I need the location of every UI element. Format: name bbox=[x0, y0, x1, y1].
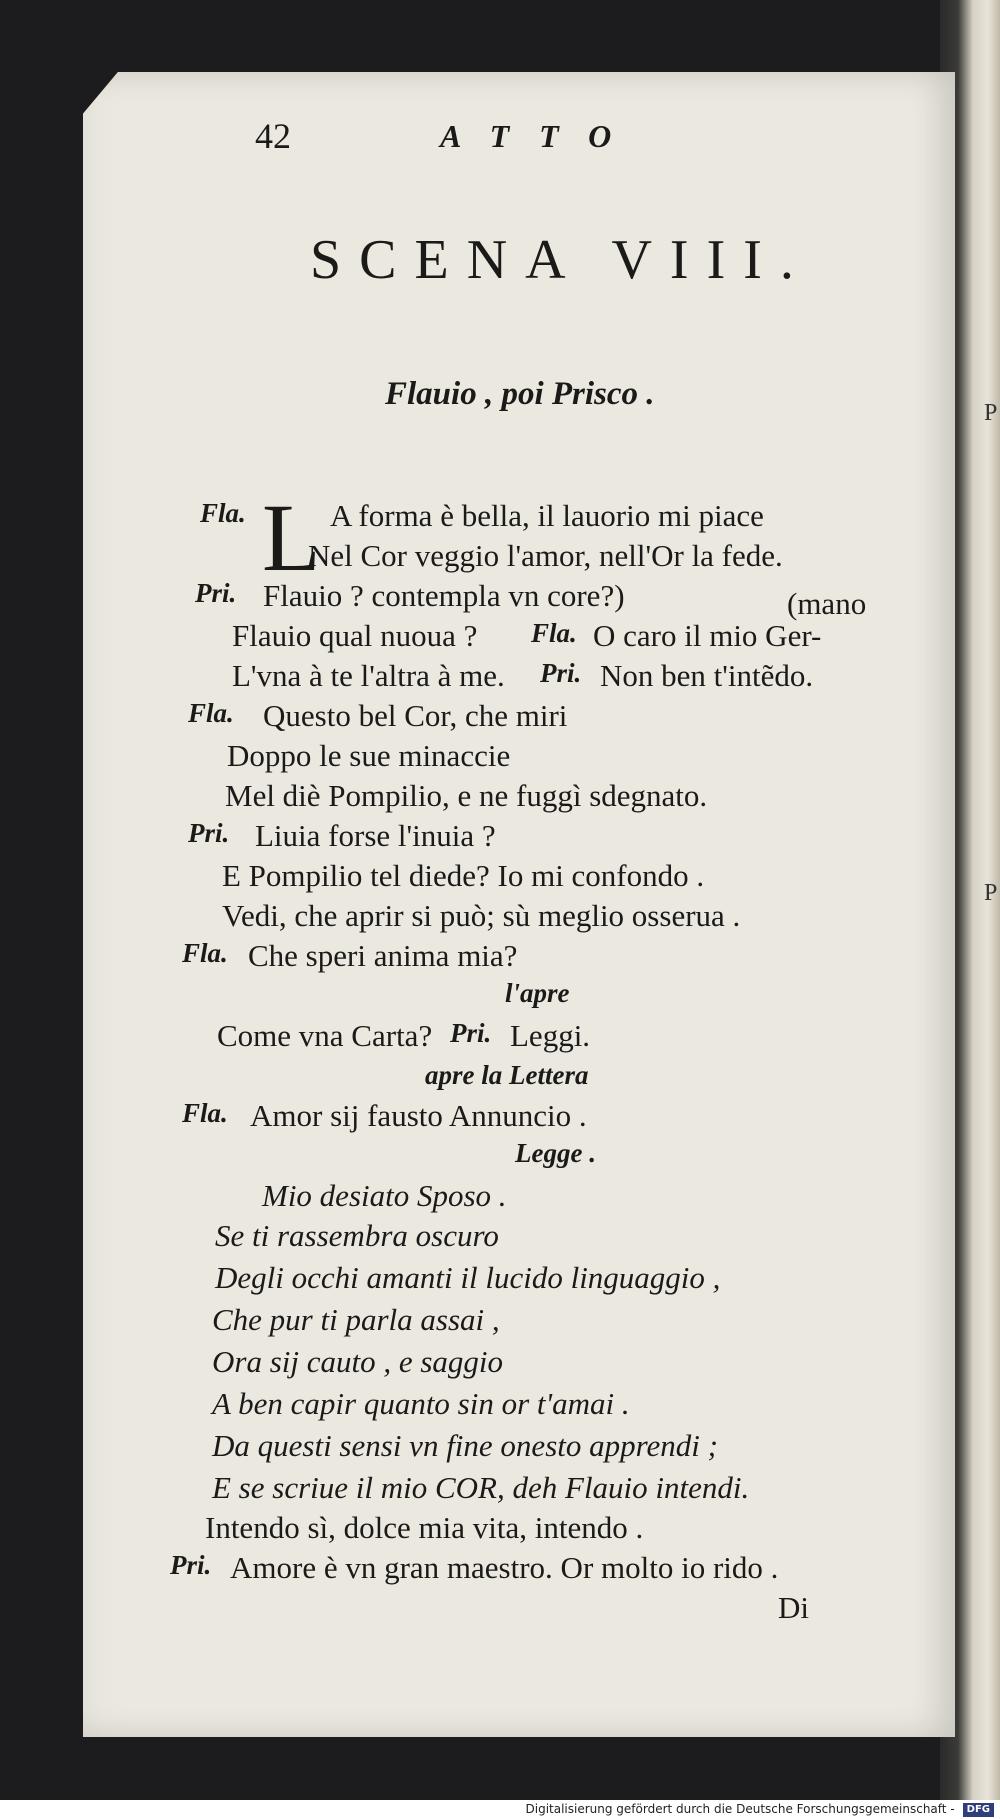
verse-line: E Pompilio tel diede? Io mi confondo . bbox=[222, 858, 705, 893]
verse-line: Vedi, che aprir si può; sù meglio osserua . bbox=[222, 898, 741, 933]
verse-line: Questo bel Cor, che miri bbox=[263, 698, 568, 733]
catchword: Di bbox=[778, 1590, 809, 1625]
speaker-label: Fla. bbox=[182, 938, 228, 968]
adjacent-page-letter: P bbox=[984, 880, 998, 906]
speaker-label: Fla. bbox=[200, 498, 246, 528]
dfg-logo: DFG bbox=[963, 1803, 994, 1817]
verse-line: Amore è vn gran maestro. Or molto io rido . bbox=[230, 1550, 779, 1585]
adjacent-page-letter: P bbox=[984, 400, 998, 426]
letter-line: Che pur ti parla assai , bbox=[212, 1302, 500, 1337]
footer-credit: Digitalisierung gefördert durch die Deutsche Forschungsgemeinschaft - bbox=[525, 1802, 955, 1816]
running-head: ATTO bbox=[440, 118, 642, 154]
speaker-label: Fla. bbox=[182, 1098, 228, 1128]
stage-direction: apre la Lettera bbox=[425, 1060, 589, 1090]
speaker-label: Pri. bbox=[188, 818, 230, 848]
speaker-label: Pri. bbox=[195, 578, 237, 608]
speaker-label: Fla. bbox=[188, 698, 234, 728]
verse-line: Non ben t'intẽdo. bbox=[600, 658, 814, 693]
verse-line: Liuia forse l'inuia ? bbox=[255, 818, 496, 853]
letter-line: Mio desiato Sposo . bbox=[262, 1178, 507, 1213]
verse-line: Flauio ? contempla vn core?) bbox=[263, 578, 625, 613]
letter-line: Ora sij cauto , e saggio bbox=[212, 1344, 504, 1379]
stage-direction: Legge . bbox=[515, 1138, 596, 1168]
stage-direction: l'apre bbox=[505, 978, 570, 1008]
speaker-label: Pri. bbox=[170, 1550, 212, 1580]
page-number: 42 bbox=[255, 116, 291, 156]
verse-line: Flauio qual nuoua ? bbox=[232, 618, 478, 653]
verse-line: Mel diè Pompilio, e ne fuggì sdegnato. bbox=[225, 778, 708, 813]
scene-title: SCENA VIII. bbox=[310, 229, 812, 291]
verse-line: Come vna Carta? bbox=[217, 1018, 433, 1053]
verse-line: Intendo sì, dolce mia vita, intendo . bbox=[205, 1510, 644, 1545]
verse-line: Doppo le sue minaccie bbox=[227, 738, 511, 773]
letter-line: E se scriue il mio COR, deh Flauio intendi. bbox=[212, 1470, 750, 1505]
speaker-label: Fla. bbox=[531, 618, 577, 648]
verse-line: Amor sij fausto Annuncio . bbox=[250, 1098, 587, 1133]
letter-line: Se ti rassembra oscuro bbox=[215, 1218, 499, 1253]
letter-line: Degli occhi amanti il lucido linguaggio , bbox=[215, 1260, 721, 1295]
digitization-footer bbox=[0, 1800, 1000, 1819]
verse-line: L'vna à te l'altra à me. bbox=[232, 658, 505, 693]
verse-line: O caro il mio Ger- bbox=[593, 618, 822, 653]
speaker-label: Pri. bbox=[450, 1018, 492, 1048]
speaker-label: Pri. bbox=[540, 658, 582, 688]
drop-capital: L bbox=[262, 484, 321, 591]
verse-line: Leggi. bbox=[510, 1018, 591, 1053]
verse-line: Che speri anima mia? bbox=[248, 938, 518, 973]
letter-line: Da questi sensi vn fine onesto apprendi ; bbox=[212, 1428, 718, 1463]
verse-line: Nel Cor veggio l'amor, nell'Or la fede. bbox=[308, 538, 783, 573]
scene-persons: Flauio , poi Prisco . bbox=[385, 376, 655, 412]
letter-line: A ben capir quanto sin or t'amai . bbox=[212, 1386, 630, 1421]
verse-line: (mano bbox=[787, 586, 867, 621]
verse-line: A forma è bella, il lauorio mi piace bbox=[330, 498, 764, 533]
